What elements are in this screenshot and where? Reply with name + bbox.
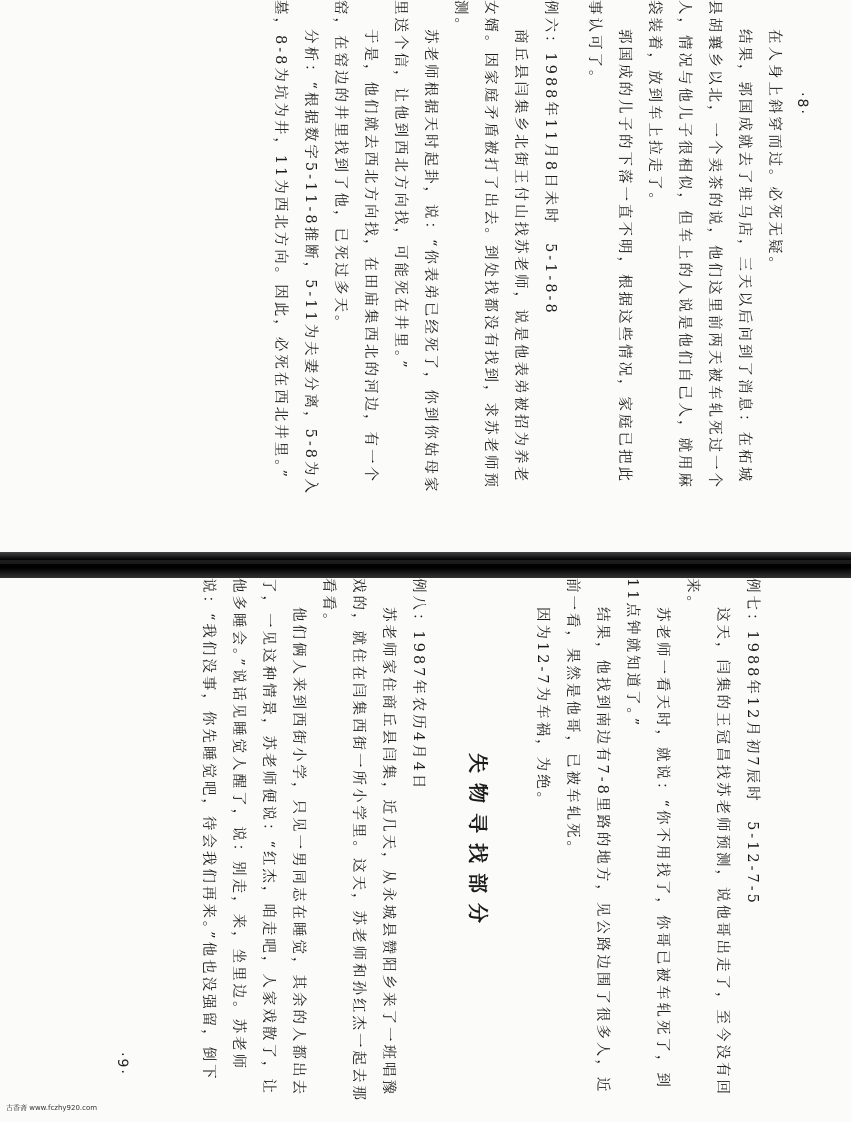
paragraph: 苏老师根据天时起卦，说：“你表弟已经死了，你到你姑母家里送个信，让他到西北方向找，可能死在井里。”	[392, 0, 438, 495]
section-title: 失物寻找部分	[466, 753, 490, 933]
paragraph: 苏老师家住商丘县闫集，近几天，从永城县赞阳乡来了一班唱豫戏的，就住在闫集西街一所小学里。这天，苏老师和孙红杰一起去那看看。	[320, 578, 396, 1103]
case-7-heading: 例七：1988年12月初7辰时 5-12-7-5	[744, 578, 760, 906]
paragraph: 分析：“根据数字5-11-8推断，5-11为夫妻分离，5-8为入墓，8-8为坑为井，11为西北方向。因此，必死在西北井里。”	[272, 0, 318, 497]
paragraph: 在人身上斜穿而过。必死无疑。	[766, 29, 782, 274]
paragraph: 于是，他们就去西北方向找，在田庙集西北的河边，有一个窑，在窑边的井里找到了他，已死过多天。	[332, 0, 378, 484]
page-8	[0, 0, 851, 552]
page-number-8: ·8·	[793, 92, 810, 116]
case-8-heading: 例八：1987年农历4月4日	[410, 578, 426, 792]
case-6-heading: 例六：1988年11月8日未时 5-1-8-8	[542, 0, 558, 316]
page-9-text	[1, 578, 851, 1108]
page-8-text	[9, 0, 851, 500]
paragraph: 结果，他找到南边有7-8里路的地方，见公路边围了很多人，近前一看，果然是他哥，已被车轧死。	[564, 578, 610, 1095]
book-gutter	[0, 552, 851, 578]
paragraph: 结果，郭国成就去了驻马店，三天以后问到了消息：在柘城县胡襄乡以北，一个卖茶的说，他们这里前两天被车轧死过一个人，情况与他儿子很相似，但车上的人说是他们自己人，就用麻袋装着，放到车上拉走了。	[646, 0, 752, 490]
page-number-9: ·9·	[113, 1052, 130, 1076]
paragraph: 这天，闫集的王冠昌找苏老师预测，说他哥出走了，至今没有回来。	[684, 578, 730, 1097]
paragraph: 郭国成的儿子的下落一直不明，根据这些情况，家庭已把此事认可了。	[586, 0, 632, 484]
site-watermark: 古香斋 www.fczhy920.com	[6, 1104, 98, 1112]
paragraph: 因为12-7为车祸，为绝。	[534, 607, 550, 810]
page-9	[0, 578, 851, 1122]
paragraph: 苏老师一看天时，就说：“你不用找了，你哥已被车轧死了，到11点钟就知道了。”	[624, 578, 670, 1090]
paragraph: 他们俩人来到西街小学，只见一男同志在睡觉，其余的人都出去了，一见这种情景，苏老师便说：“红杰，咱走吧，人家戏散了，让他多睡会。”说话见睡觉人醒了，说：别走，来，坐里边。苏老师说：“我们没事，你先睡觉吧，待会我们再来。”他也没强留，倒下	[200, 578, 306, 1097]
paragraph: 商丘县闫集乡北街王付山找苏老师，说是他表弟被招为养老女婿。因家庭矛盾被打了出去。到处找都没有找到，求苏老师预测。	[452, 0, 528, 490]
